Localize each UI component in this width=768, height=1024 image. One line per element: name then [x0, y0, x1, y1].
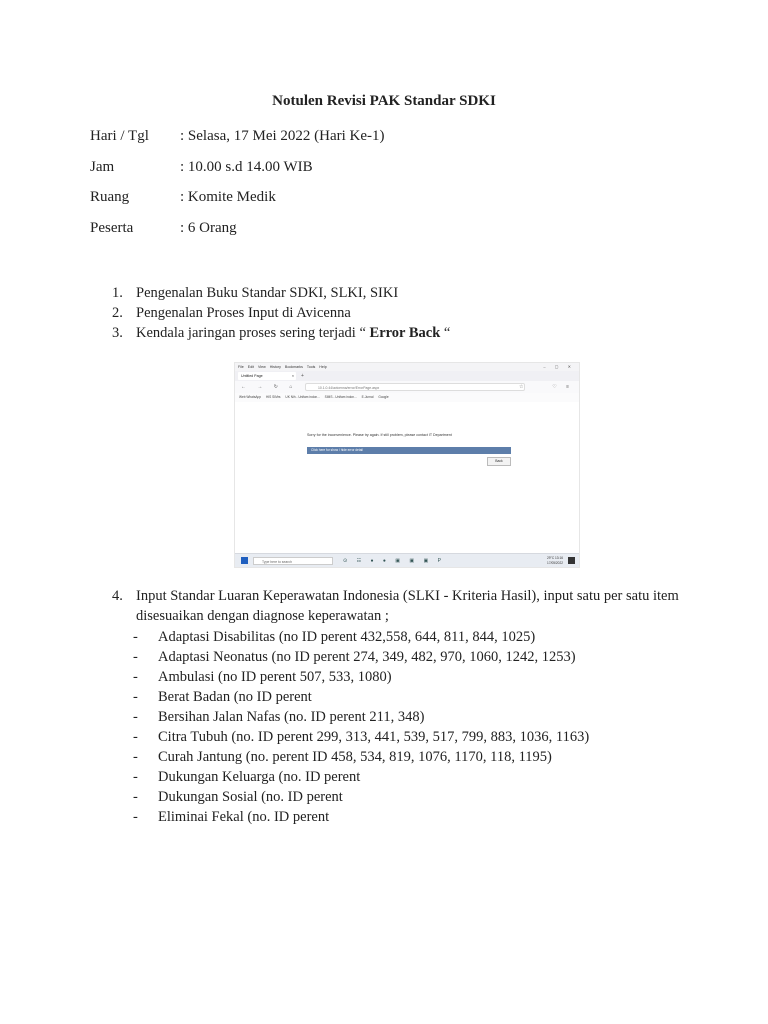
nav-buttons: ← → ↻ ⌂ — [241, 384, 298, 390]
menu-icon: ♡ ≡ — [552, 384, 573, 390]
meta-row-time — [90, 157, 313, 177]
meta-value: : 10.00 s.d 14.00 WIB — [180, 159, 313, 175]
meta-row-date — [90, 126, 385, 146]
sub-item-text: Bersihan Jalan Nafas (no. ID perent 211, 348) — [158, 709, 425, 725]
menu-item: History — [269, 365, 281, 369]
list-text — [136, 323, 450, 343]
meta-value: : 6 Orang — [180, 220, 237, 236]
dash-bullet: - — [133, 789, 138, 805]
list-number: 3. — [112, 325, 123, 341]
system-tray — [547, 556, 563, 566]
meta-value: : Komite Medik — [180, 189, 276, 205]
dash-bullet: - — [133, 729, 138, 745]
meta-label: Jam — [90, 159, 115, 175]
list-text: Pengenalan Proses Input di Avicenna — [136, 305, 351, 321]
error-detail-bar: Click here for show / hide error detail — [307, 447, 511, 454]
dash-bullet: - — [133, 689, 138, 705]
bookmark-item: HIS SIMrs — [265, 395, 281, 399]
menu-item: File — [238, 365, 244, 369]
bookmark-item: UK Nih - Unifam indon... — [285, 395, 320, 399]
bookmark-item: E-Jurnal — [361, 395, 374, 399]
sub-item-text: Citra Tubuh (no. ID perent 299, 313, 441, 539, 517, 799, 883, 1036, 1163) — [158, 729, 590, 745]
sub-item-text: Eliminai Fekal (no. ID perent — [158, 809, 330, 825]
close-icon: × — [291, 374, 294, 378]
list-item-4 — [112, 586, 682, 626]
meta-label: Ruang — [90, 189, 130, 205]
menu-item: Edit — [247, 365, 254, 369]
menu-item: View — [258, 365, 266, 369]
back-button: Back — [487, 457, 511, 466]
sub-item-text: Dukungan Keluarga (no. ID perent — [158, 769, 361, 785]
tray-time: 13:16 — [555, 556, 563, 560]
meta-label: Hari / Tgl — [90, 128, 149, 144]
sub-item-text: Dukungan Sosial (no. ID perent — [158, 789, 343, 805]
embedded-screenshot — [234, 362, 580, 568]
sub-item-text: Berat Badan (no ID perent — [158, 689, 312, 705]
list-number: 4. — [112, 588, 123, 604]
taskbar — [235, 553, 579, 568]
meta-row-participants — [90, 218, 237, 238]
dash-bullet: - — [133, 629, 138, 645]
dash-bullet: - — [133, 709, 138, 725]
sub-item-text: Ambulasi (no ID perent 507, 533, 1080) — [158, 669, 392, 685]
list-number: 1. — [112, 285, 123, 301]
browser-menubar — [235, 363, 579, 371]
menu-item: Help — [319, 365, 327, 369]
bookmark-item: Web WhatsApp — [239, 395, 262, 399]
sub-item-text: Curah Jantung (no. perent ID 458, 534, 819, 1076, 1170, 118, 1195) — [158, 749, 552, 765]
window-controls: – ▢ ✕ — [543, 364, 575, 369]
bookmarks-bar — [235, 393, 579, 402]
list-text-bold: Error Back — [369, 325, 441, 341]
menu-item: Bookmarks — [284, 365, 303, 369]
document-title: Notulen Revisi PAK Standar SDKI — [272, 93, 496, 109]
bookmark-item: Google — [378, 395, 389, 399]
menu-item: Tools — [306, 365, 316, 369]
bookmark-item: SIMS - Unifam indon... — [324, 395, 357, 399]
list-number: 2. — [112, 305, 123, 321]
dash-bullet: - — [133, 749, 138, 765]
dash-bullet: - — [133, 769, 138, 785]
star-icon: ☆ — [519, 384, 524, 390]
sub-item-text: Adaptasi Disabilitas (no ID perent 432,558, 644, 811, 844, 1025) — [158, 629, 536, 645]
list-text: Pengenalan Buku Standar SDKI, SLKI, SIKI — [136, 285, 399, 301]
taskbar-search: Type here to search — [253, 557, 333, 565]
dash-bullet: - — [133, 649, 138, 665]
meta-value: : Selasa, 17 Mei 2022 (Hari Ke-1) — [180, 128, 385, 144]
error-message: Sorry for the inconvenience. Please try again. If still problem, please contact IT Department — [307, 433, 452, 437]
notification-icon — [568, 557, 575, 564]
taskbar-icons: ⊙ ☷ ● ● ▣ ▣ ▣ P — [343, 558, 445, 564]
tab-label: Untitled Page — [241, 374, 263, 378]
dash-bullet: - — [133, 809, 138, 825]
list-text: Input Standar Luaran Keperawatan Indonesia (SLKI - Kriteria Hasil), input satu per satu item disesuaikan dengan diagnose keperawatan ; — [136, 588, 679, 624]
sub-item-text: Adaptasi Neonatus (no ID perent 274, 349, 482, 970, 1060, 1242, 1253) — [158, 649, 576, 665]
tray-date: 17/05/2022 — [547, 561, 563, 565]
windows-icon — [241, 557, 248, 564]
url-bar: 10.1.0.44/avicenna/error/ErrorPage.aspx — [305, 383, 525, 391]
list-text-before: Kendala jaringan proses sering terjadi “ — [136, 325, 370, 341]
browser-tabbar — [235, 371, 579, 381]
browser-tab — [238, 372, 296, 380]
meta-row-room — [90, 187, 276, 207]
tray-temp: 29°C — [547, 556, 555, 560]
list-text-after: “ — [440, 325, 451, 341]
meta-label: Peserta — [90, 220, 134, 236]
plus-icon: + — [301, 373, 304, 379]
dash-bullet: - — [133, 669, 138, 685]
